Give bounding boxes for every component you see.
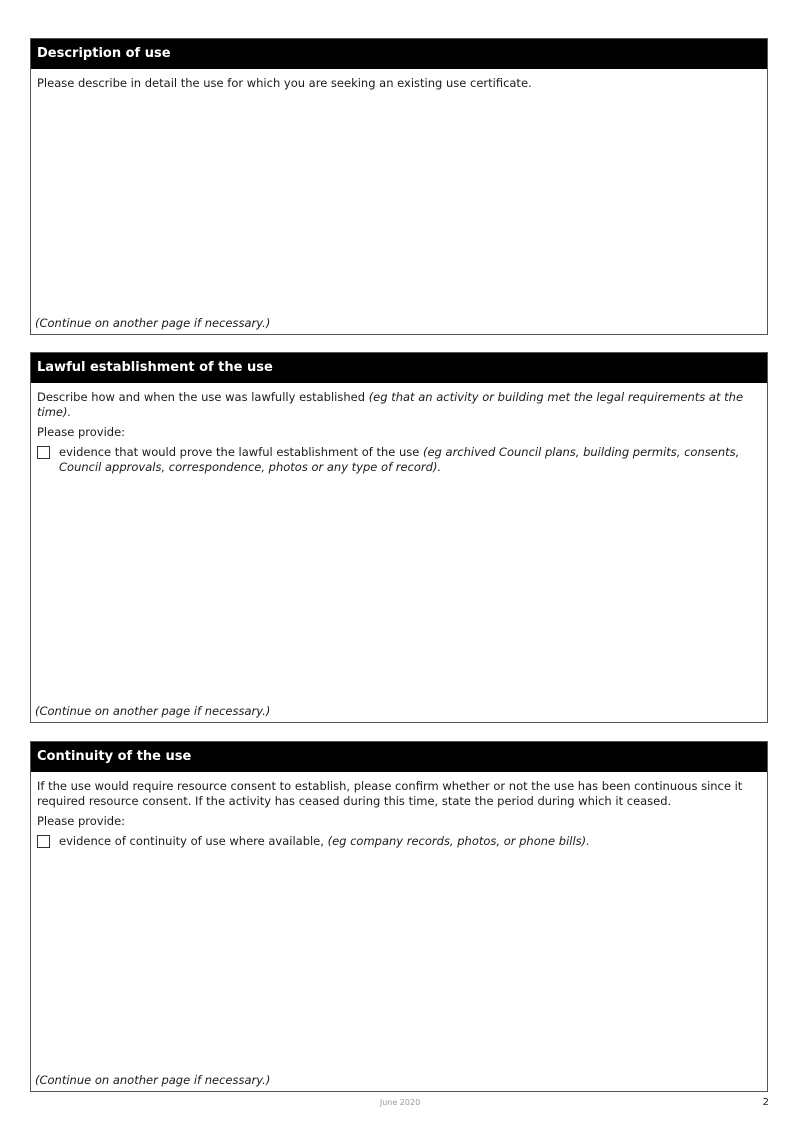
checkbox-label-text: evidence of continuity of use where available,: [59, 834, 324, 848]
footer-date: June 2020: [379, 1098, 421, 1107]
continue-note: (Continue on another page if necessary.): [35, 316, 271, 330]
evidence-lawful-establishment-checkbox[interactable]: [37, 446, 50, 459]
page-number: 2: [762, 1097, 769, 1108]
evidence-continuity-checkbox[interactable]: [37, 835, 50, 848]
please-provide-label: Please provide:: [37, 814, 126, 828]
section-intro: [37, 390, 761, 420]
evidence-checkbox-row[interactable]: [37, 445, 761, 475]
checkbox-label-italic: (eg archived Council plans, building permits, consents, Council approvals, correspondence, photos or any type of record).: [59, 445, 740, 474]
section-lawful-establishment: [30, 352, 768, 723]
section-description-of-use: [30, 38, 768, 335]
continue-note: (Continue on another page if necessary.): [35, 1073, 271, 1087]
checkbox-label-text: evidence that would prove the lawful establishment of the use: [59, 445, 420, 459]
section-body: [31, 772, 767, 849]
section-title: Lawful establishment of the use: [31, 353, 767, 383]
intro-italic-text: (eg that an activity or building met the legal requirements at the time).: [37, 390, 744, 419]
section-body: [31, 383, 767, 475]
checkbox-label: [59, 445, 761, 475]
please-provide-label: Please provide:: [37, 425, 126, 439]
section-title: Continuity of the use: [31, 742, 767, 772]
checkbox-label: [59, 834, 590, 849]
section-continuity-of-use: [30, 741, 768, 1092]
evidence-checkbox-row[interactable]: [37, 834, 761, 849]
section-intro: If the use would require resource consent to establish, please confirm whether or not the use has been continuous since it required resource consent. If the activity has ceased during this time, state the period during which it ceased.: [37, 779, 743, 808]
section-body: [31, 69, 767, 91]
intro-text: Describe how and when the use was lawfully established: [37, 390, 366, 404]
section-intro: Please describe in detail the use for which you are seeking an existing use certificate.: [37, 76, 532, 90]
section-title: Description of use: [31, 39, 767, 69]
continue-note: (Continue on another page if necessary.): [35, 704, 271, 718]
checkbox-label-italic: (eg company records, photos, or phone bills).: [327, 834, 590, 848]
